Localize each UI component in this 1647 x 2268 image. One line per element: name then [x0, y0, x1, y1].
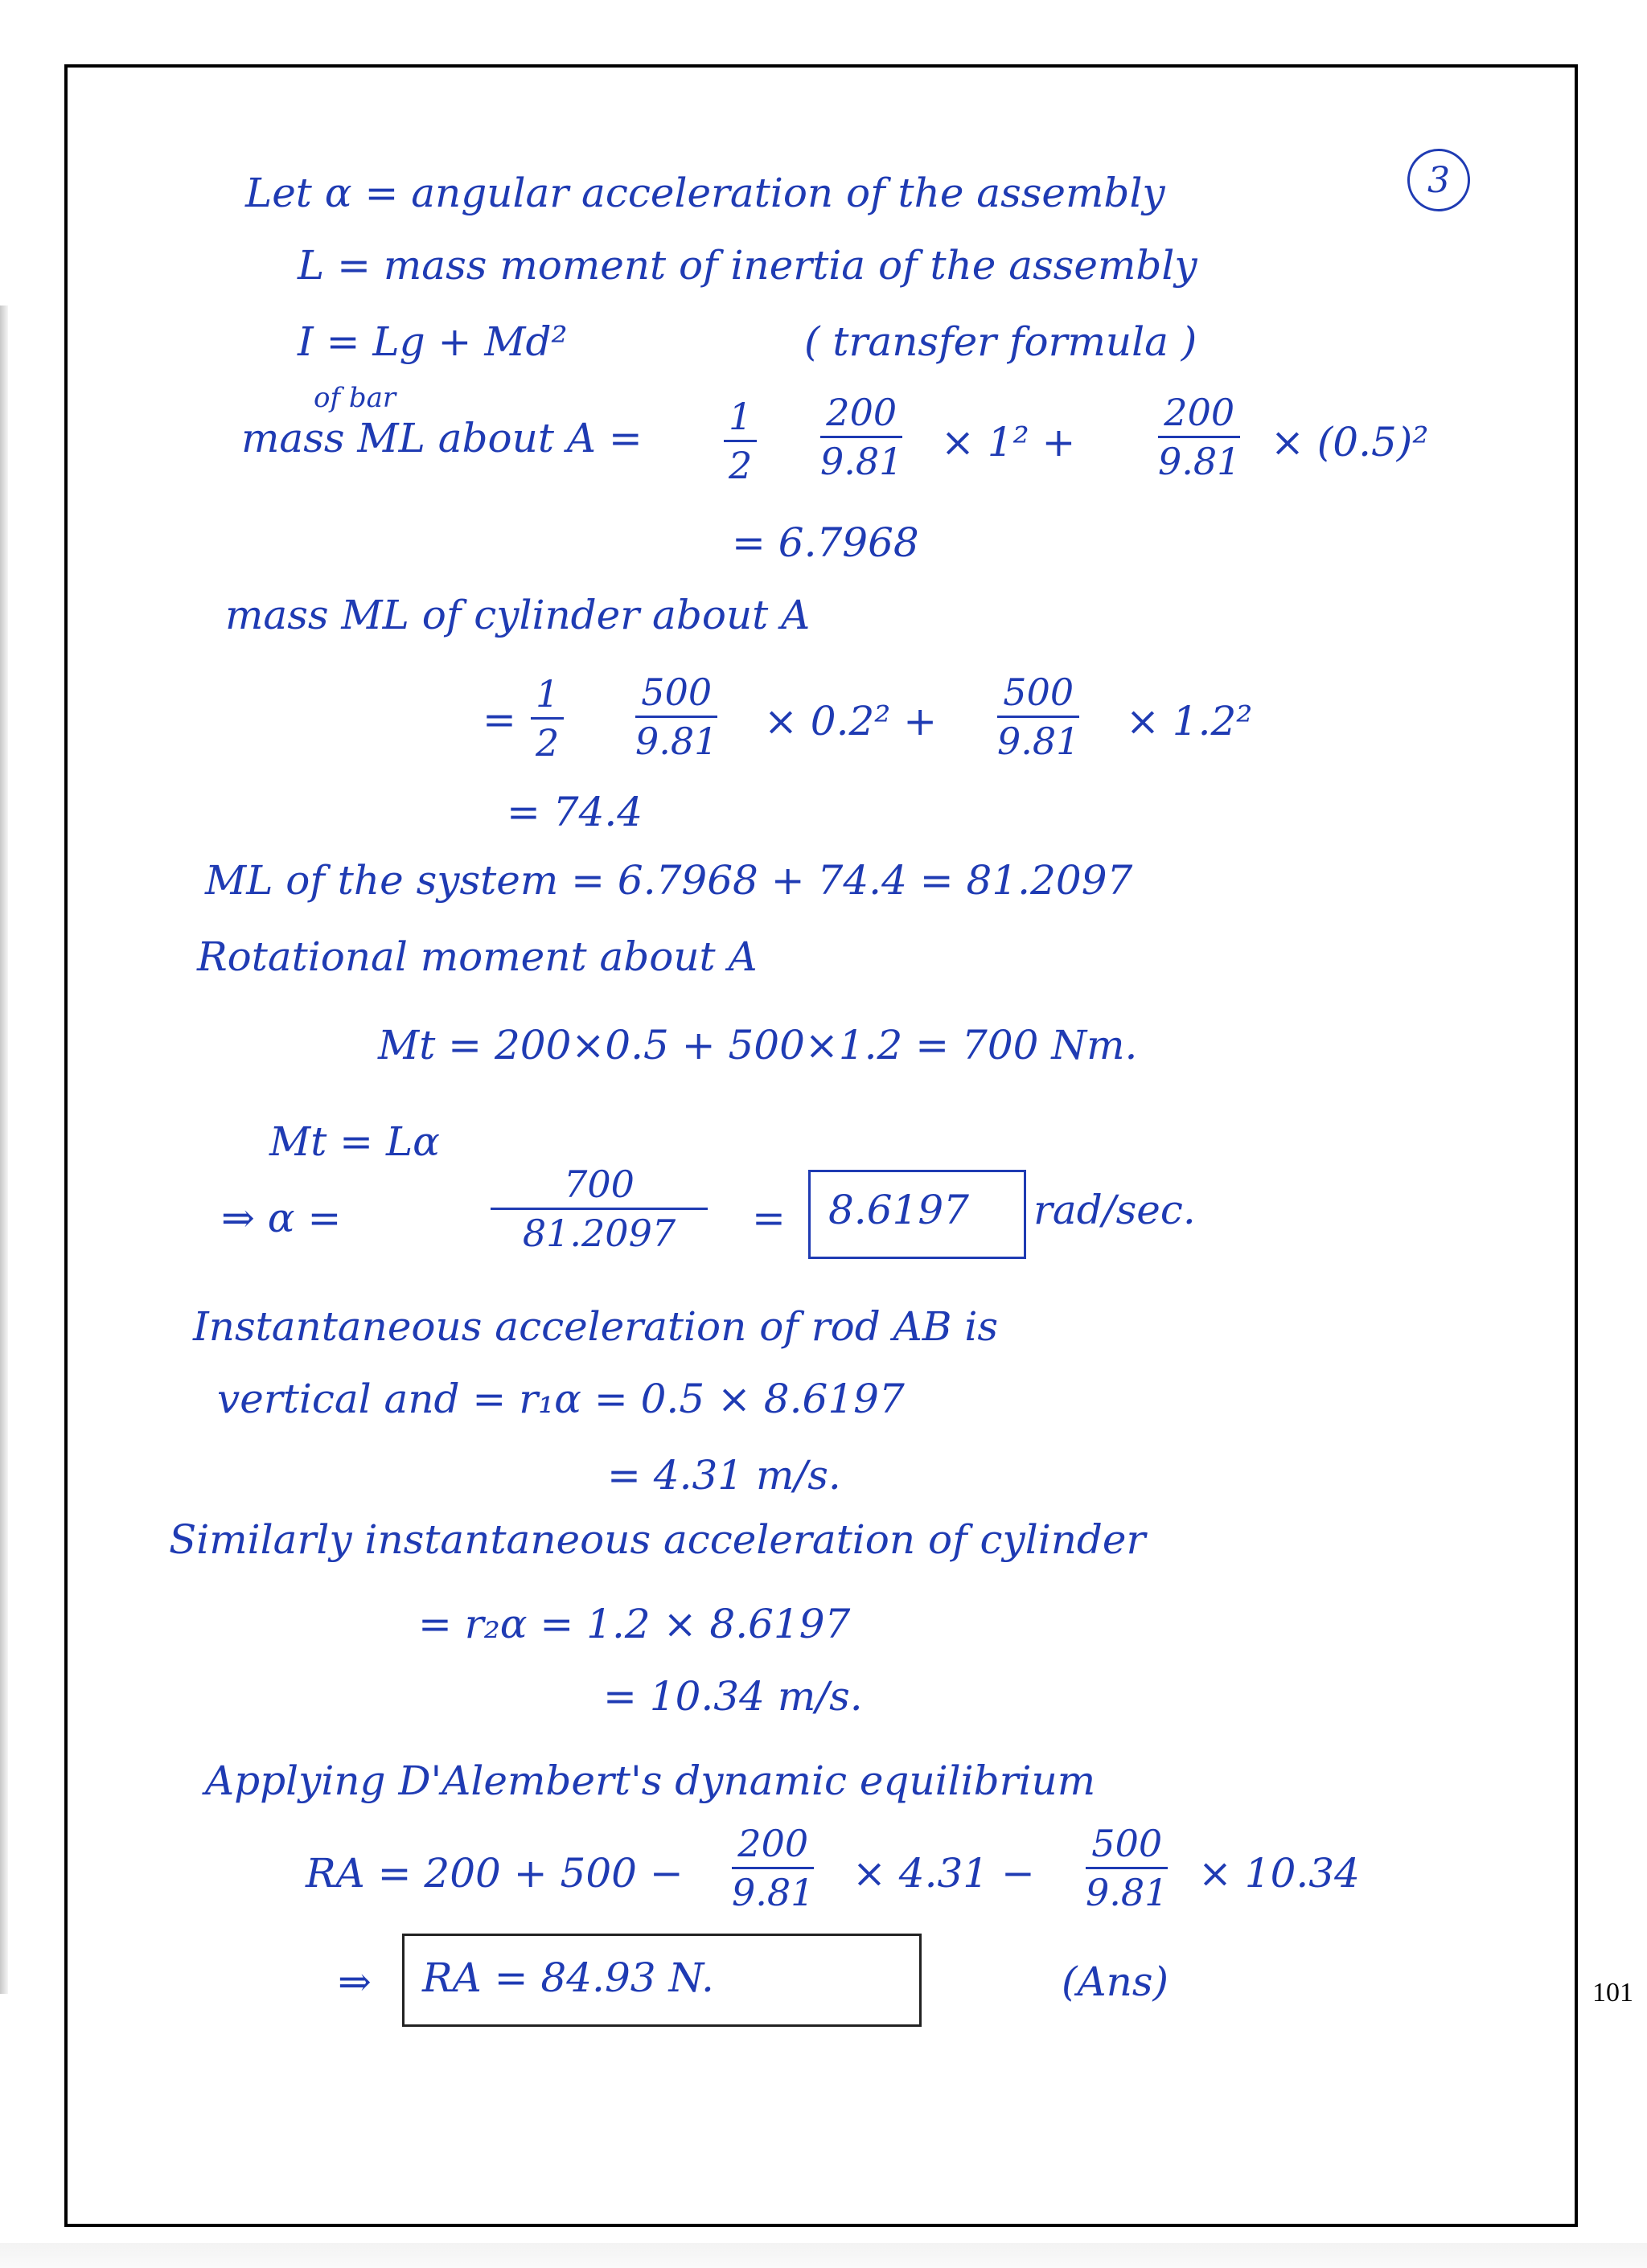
- page-marker-circle: [1407, 149, 1470, 211]
- fraction-numerator: 500: [1091, 1822, 1163, 1865]
- fraction-numerator: 500: [641, 671, 713, 714]
- alpha-result-value: 8.6197: [828, 1187, 969, 1233]
- handwritten-line-4-prefix: mass ML about A =: [241, 415, 643, 461]
- page-marker: 3: [1427, 159, 1450, 201]
- handwritten-line-14: Instantaneous acceleration of rod AB is: [193, 1303, 999, 1350]
- fraction-200-981-a: [820, 391, 903, 483]
- fraction-numerator: 200: [1164, 391, 1235, 434]
- fraction-half-bar: [724, 395, 757, 487]
- handwritten-line-18: = r₂α = 1.2 × 8.6197: [418, 1601, 851, 1647]
- fraction-half-cyl: [531, 672, 564, 765]
- fraction-denominator: 9.81: [635, 716, 717, 760]
- fraction-500-981-a: [635, 671, 718, 763]
- handwritten-line-4-tail: × (0.5)²: [1271, 419, 1429, 465]
- fraction-700-812097: [491, 1163, 708, 1255]
- handwritten-line-4-mid: × 1² +: [941, 419, 1076, 465]
- handwritten-line-21-prefix: RA = 200 + 500 −: [306, 1850, 684, 1897]
- handwritten-line-7-tail: × 1.2²: [1126, 698, 1253, 744]
- handwritten-line-9: ML of the system = 6.7968 + 74.4 = 81.2097: [205, 857, 1133, 904]
- handwritten-line-19: = 10.34 m/s.: [603, 1673, 863, 1720]
- alpha-result-unit: rad/sec.: [1033, 1187, 1196, 1233]
- fraction-denominator: 9.81: [732, 1867, 814, 1911]
- handwritten-line-5: = 6.7968: [732, 519, 919, 566]
- handwritten-of-bar: of bar: [314, 382, 396, 414]
- handwritten-line-11: Mt = 200×0.5 + 500×1.2 = 700 Nm.: [378, 1022, 1138, 1068]
- handwritten-line-20: Applying D'Alembert's dynamic equilibrium: [205, 1757, 1096, 1804]
- page-number: 101: [1592, 1978, 1633, 2008]
- handwritten-line-13-prefix: ⇒ α =: [221, 1195, 342, 1241]
- fraction-200-981-b: [1158, 391, 1241, 483]
- fraction-denominator: 9.81: [1086, 1867, 1168, 1911]
- handwritten-line-8: = 74.4: [507, 789, 643, 835]
- handwritten-line-3: I = Lg + Md²: [298, 318, 568, 365]
- fraction-denominator: 81.2097: [491, 1208, 708, 1252]
- fraction-numerator: 200: [826, 391, 897, 434]
- scan-edge-shadow: [0, 306, 8, 1994]
- fraction-numerator: 700: [564, 1163, 635, 1206]
- handwritten-line-6: mass ML of cylinder about A: [225, 592, 811, 638]
- fraction-denominator: 2: [531, 717, 564, 761]
- handwritten-line-10: Rotational moment about A: [197, 933, 758, 980]
- handwritten-line-7-mid: × 0.2² +: [764, 698, 938, 744]
- fraction-numerator: 1: [536, 672, 560, 716]
- handwritten-line-2: L = mass moment of inertia of the assembly: [298, 242, 1197, 289]
- handwritten-line-16: = 4.31 m/s.: [607, 1452, 841, 1499]
- handwritten-line-22-arrow: ⇒: [338, 1958, 372, 2005]
- scan-bottom-shadow: [0, 2243, 1647, 2268]
- fraction-200-981-c: [732, 1822, 815, 1914]
- answer-tag: (Ans): [1062, 1958, 1169, 2005]
- handwritten-line-7-eq: =: [483, 696, 516, 743]
- final-answer-value: RA = 84.93 N.: [422, 1954, 714, 2001]
- handwritten-line-12: Mt = Lα: [269, 1118, 440, 1165]
- handwritten-line-13-eq: =: [752, 1195, 786, 1241]
- handwritten-line-1: Let α = angular acceleration of the assembly: [245, 170, 1165, 216]
- handwritten-line-15: vertical and = r₁α = 0.5 × 8.6197: [217, 1376, 905, 1422]
- fraction-denominator: 2: [724, 440, 757, 484]
- handwritten-line-17: Similarly instantaneous acceleration of cylinder: [169, 1516, 1146, 1563]
- handwritten-line-21-tail: × 10.34: [1198, 1850, 1360, 1897]
- fraction-numerator: 500: [1003, 671, 1074, 714]
- fraction-denominator: 9.81: [1158, 436, 1240, 480]
- fraction-500-981-c: [1086, 1822, 1169, 1914]
- fraction-numerator: 1: [729, 395, 753, 438]
- fraction-500-981-b: [997, 671, 1080, 763]
- handwritten-line-21-mid: × 4.31 −: [852, 1850, 1035, 1897]
- fraction-numerator: 200: [737, 1822, 809, 1865]
- fraction-denominator: 9.81: [997, 716, 1079, 760]
- handwritten-note-transfer: ( transfer formula ): [804, 318, 1197, 365]
- fraction-denominator: 9.81: [820, 436, 902, 480]
